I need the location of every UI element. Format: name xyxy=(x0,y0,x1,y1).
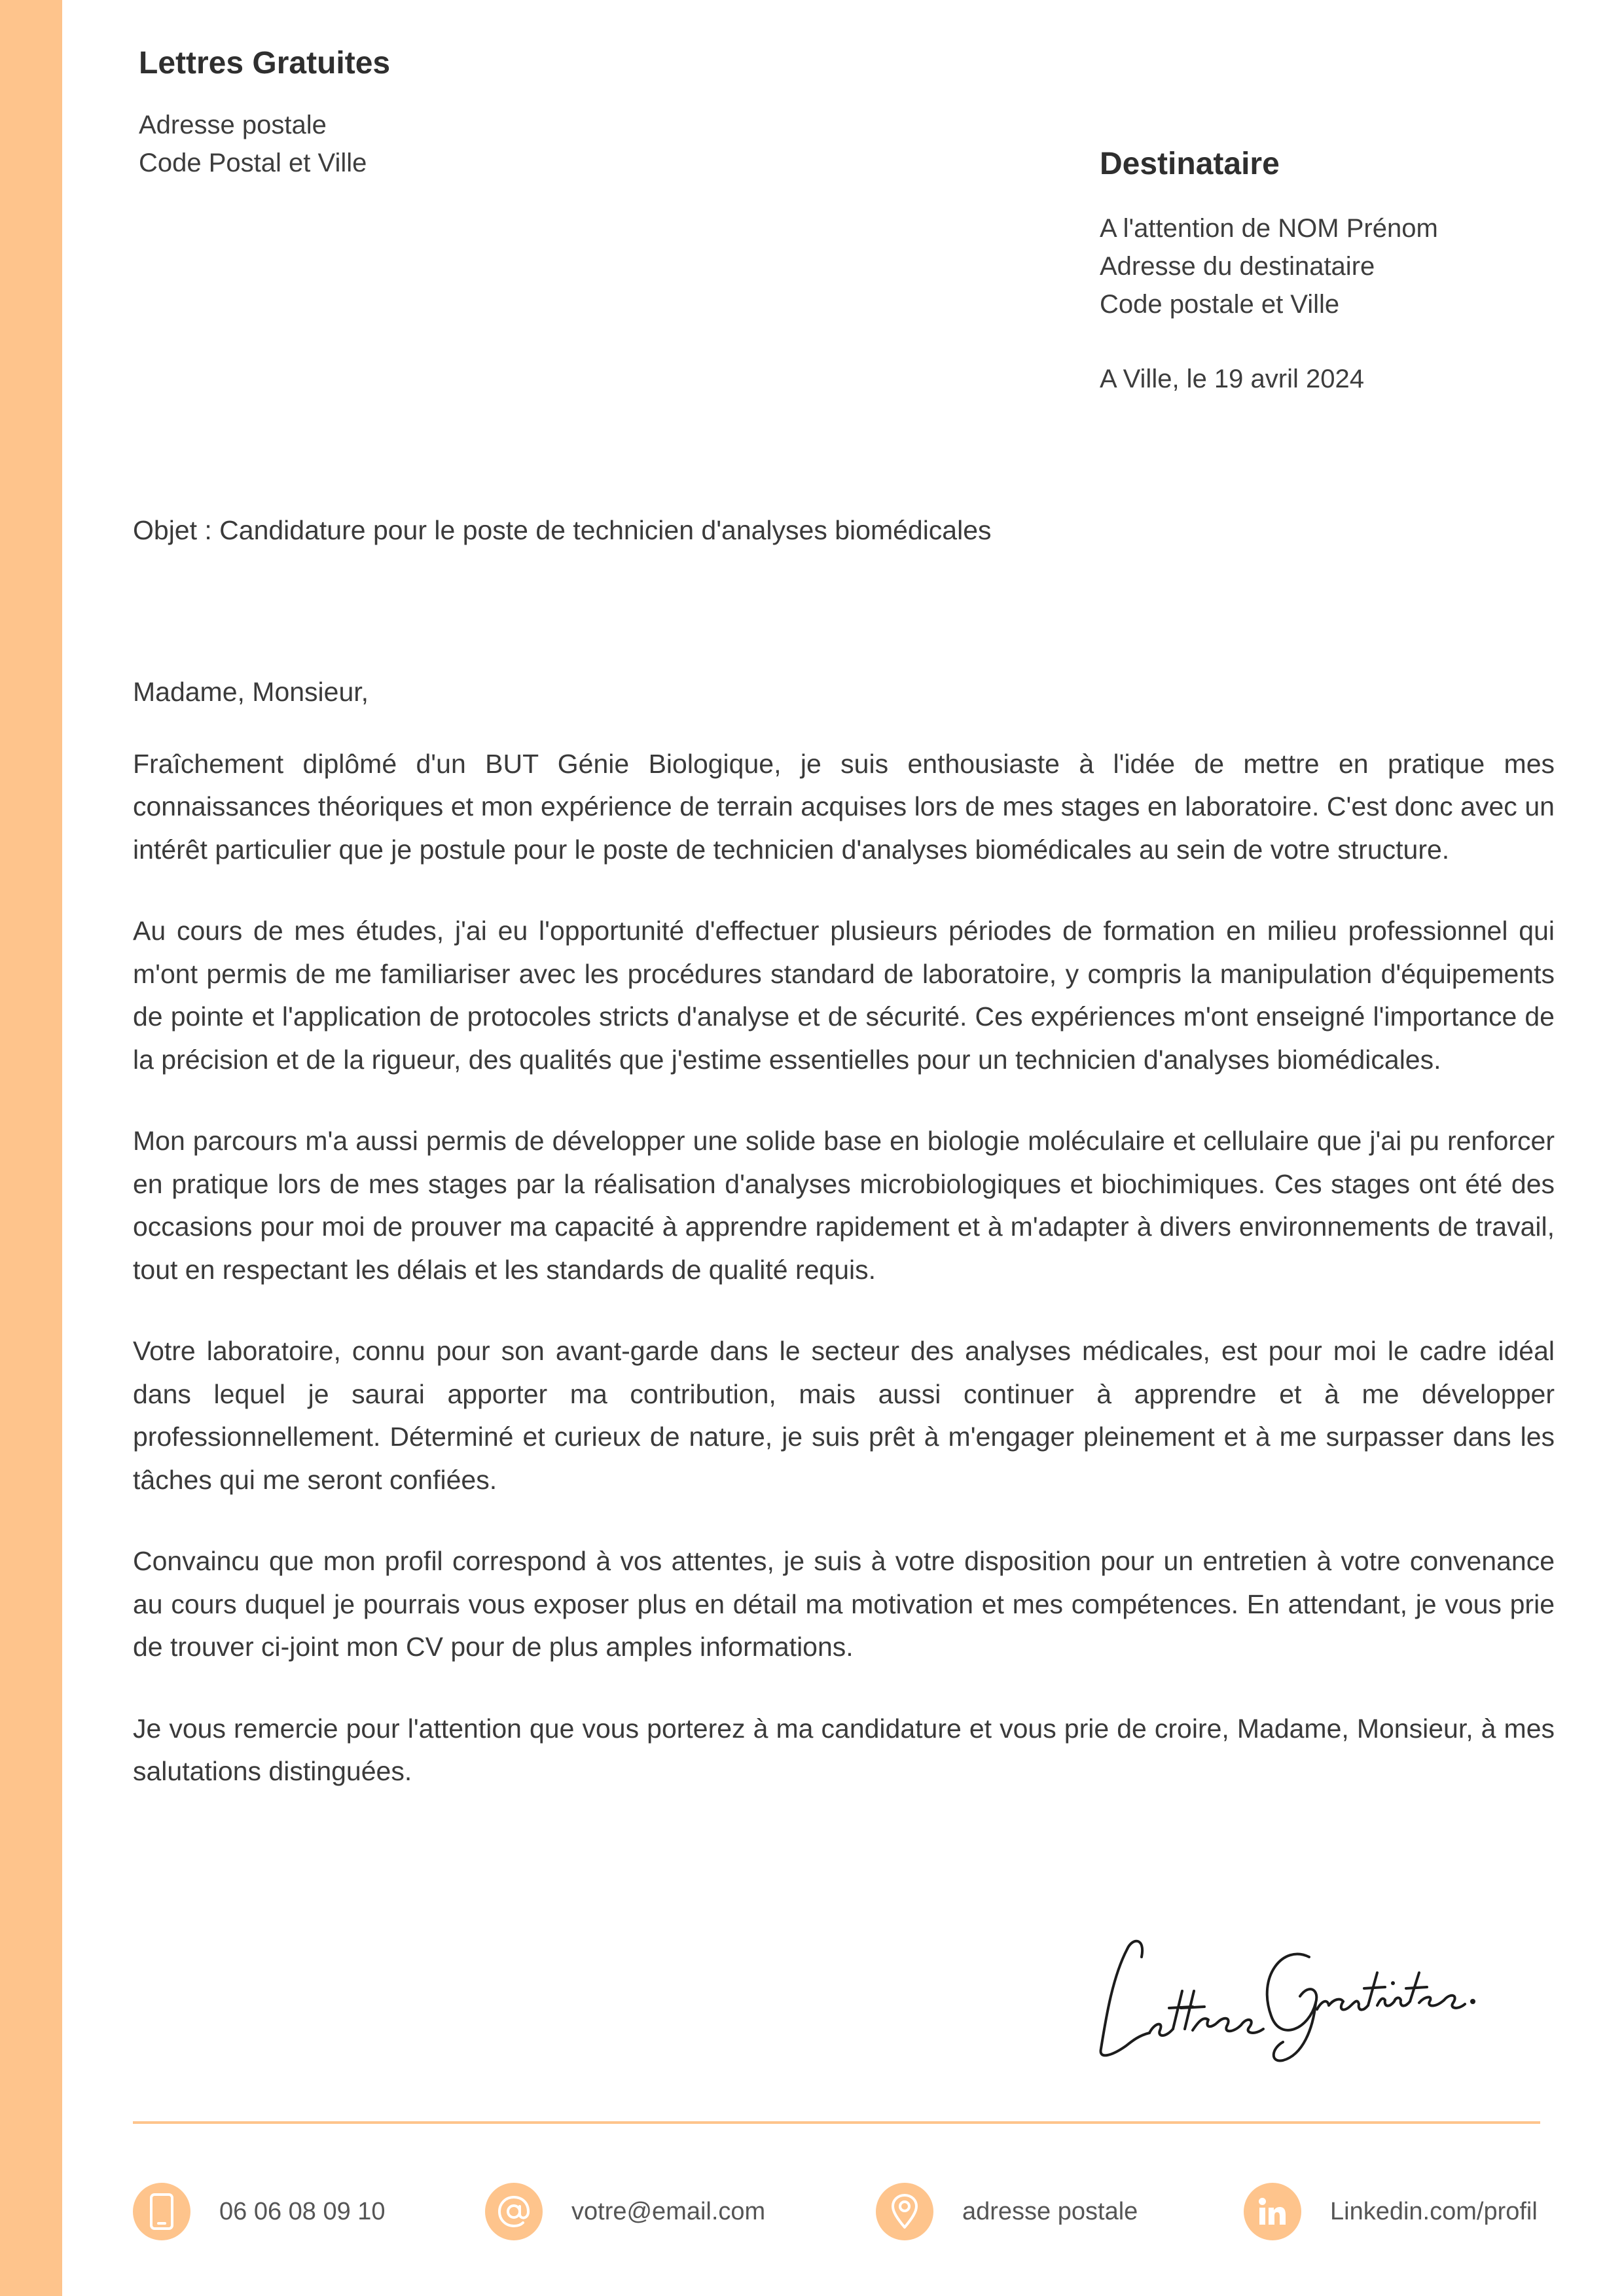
handwritten-signature xyxy=(1087,1918,1479,2075)
footer-linkedin-text: Linkedin.com/profil xyxy=(1330,2197,1538,2225)
footer-phone xyxy=(133,2182,386,2241)
paragraph: Votre laboratoire, connu pour son avant-garde dans le secteur des analyses médicales, est pour moi le cadre idéal dans lequel je saurai apporter ma contribution, mais aussi continuer à apprendre et à me développer professionnellement. Déterminé et curieux de nature, je suis prêt à m'engager pleinement et à me surpasser dans les tâches qui me seront confiées. xyxy=(133,1336,1555,1495)
letter-date: A Ville, le 19 avril 2024 xyxy=(1100,364,1364,393)
footer-address xyxy=(876,2182,1138,2241)
footer-email-text: votre@email.com xyxy=(571,2197,766,2225)
sender-address: Adresse postale xyxy=(139,110,327,139)
recipient-attention: A l'attention de NOM Prénom xyxy=(1100,213,1438,243)
letter-body xyxy=(133,671,1555,1832)
sender-city: Code Postal et Ville xyxy=(139,148,367,177)
recipient-block xyxy=(1100,145,1438,398)
at-icon xyxy=(485,2183,543,2240)
phone-icon xyxy=(133,2183,190,2240)
paragraph: Fraîchement diplômé d'un BUT Génie Biologique, je suis enthousiaste à l'idée de mettre en pratique mes connaissances théoriques et mon expérience de terrain acquises lors de mes stages en laboratoire. C'est donc avec un intérêt particulier que je postule pour le poste de technicien d'analyses biomédicales au sein de votre structure. xyxy=(133,748,1555,865)
salutation: Madame, Monsieur, xyxy=(133,677,369,707)
footer-phone-text: 06 06 08 09 10 xyxy=(219,2197,386,2225)
footer-address-text: adresse postale xyxy=(962,2197,1138,2225)
paragraph: Au cours de mes études, j'ai eu l'opportunité d'effectuer plusieurs périodes de formation en milieu professionnel qui m'ont permis de me familiariser avec les procédures standard de laboratoire, y compris la manipulation d'équipements de pointe et l'application de protocoles stricts d'analyse et de sécurité. Ces expériences m'ont enseigné l'importance de la précision et de la rigueur, des qualités que j'estime essentielles pour un technicien d'analyses biomédicales. xyxy=(133,916,1555,1075)
recipient-address: Adresse du destinataire xyxy=(1100,251,1375,281)
side-accent-band xyxy=(0,0,62,2296)
letter-subject: Objet : Candidature pour le poste de technicien d'analyses biomédicales xyxy=(133,515,992,545)
paragraph: Mon parcours m'a aussi permis de développer une solide base en biologie moléculaire et cellulaire que j'ai pu renforcer en pratique lors de mes stages par la réalisation d'analyses microbiologiques et biochimiques. Ces stages ont été des occasions pour moi de prouver ma capacité à apprendre rapidement et à m'adapter à divers environnements de travail, tout en respectant les délais et les standards de qualité requis. xyxy=(133,1126,1555,1285)
footer-divider xyxy=(133,2121,1540,2124)
linkedin-icon xyxy=(1244,2183,1301,2240)
paragraph: Je vous remercie pour l'attention que vous porterez à ma candidature et vous prie de croire, Madame, Monsieur, à mes salutations distinguées. xyxy=(133,1713,1555,1786)
footer-linkedin xyxy=(1244,2182,1538,2241)
recipient-title: Destinataire xyxy=(1100,147,1280,181)
footer-email xyxy=(485,2182,765,2241)
recipient-city: Code postale et Ville xyxy=(1100,289,1340,319)
map-pin-icon xyxy=(876,2183,933,2240)
sender-name: Lettres Gratuites xyxy=(139,46,391,81)
sender-block xyxy=(139,45,390,182)
paragraph: Convaincu que mon profil correspond à vos attentes, je suis à votre disposition pour un entretien à votre convenance au cours duquel je pourrais vous exposer plus en détail ma motivation et mes compétences. En attendant, je vous prie de trouver ci-joint mon CV pour de plus amples informations. xyxy=(133,1546,1555,1662)
